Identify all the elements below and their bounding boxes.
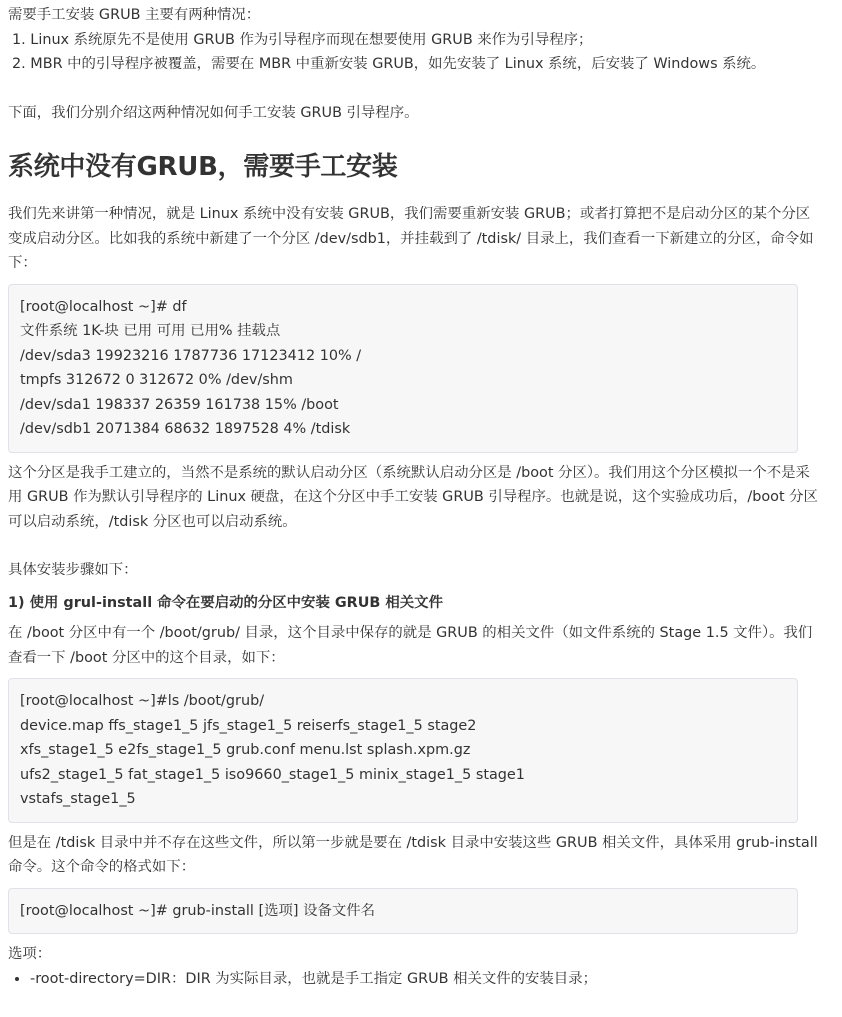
list-item: • -root-directory=DIR：DIR 为实际目录，也就是手工指定 GRUB 相关文件的安装目录；: [30, 967, 822, 992]
list-item: 2. MBR 中的引导程序被覆盖，需要在 MBR 中重新安装 GRUB，如先安装了 Linux 系统，后安装了 Windows 系统。: [12, 56, 766, 72]
steps-intro: 具体安装步骤如下：: [8, 562, 138, 578]
article: [8, 0, 822, 991]
options-label: 选项：: [8, 946, 52, 962]
code-line: [root@localhost ~]# grub-install [选项] 设备文件名: [20, 902, 376, 919]
step-heading: 1) 使用 grul-install 命令在要启动的分区中安装 GRUB 相关文件: [8, 594, 443, 611]
code-line: 文件系统 1K-块 已用 可用 已用% 挂载点: [20, 323, 281, 339]
code-line: [root@localhost ~]#ls /boot/grub/: [20, 693, 265, 709]
intro-list: [8, 28, 822, 77]
code-line: vstafs_stage1_5: [20, 791, 136, 807]
options-list: [8, 967, 822, 992]
code-line: device.map ffs_stage1_5 jfs_stage1_5 reiserfs_stage1_5 stage2: [20, 717, 477, 734]
code-line: /dev/sda3 19923216 1787736 17123412 10% /: [20, 347, 362, 364]
spacer: [8, 77, 822, 101]
list-item: 1. Linux 系统原先不是使用 GRUB 作为引导程序而现在想要使用 GRUB 来作为引导程序；: [12, 31, 593, 48]
paragraph: 这个分区是我手工建立的，当然不是系统的默认启动分区（系统默认启动分区是 /boot 分区）。我们用这个分区模拟一个不是采用 GRUB 作为默认引导程序的 Linux 硬盘，在这个分区中手工安装 GRUB 引导程序。也就是说，这个实验成功后，/boot 分区可以启动系统，/tdisk 分区也可以启动系统。: [8, 464, 818, 530]
section-heading: 系统中没有GRUB，需要手工安装: [8, 152, 398, 182]
code-line: /dev/sda1 198337 26359 161738 15% /boot: [20, 396, 339, 413]
code-line: ufs2_stage1_5 fat_stage1_5 iso9660_stage1_5 minix_stage1_5 stage1: [20, 766, 525, 783]
paragraph: 我们先来讲第一种情况，就是 Linux 系统中没有安装 GRUB，我们需要重新安装 GRUB；或者打算把不是启动分区的某个分区变成启动分区。比如我的系统中新建了一个分区 /dev/sdb1，并挂载到了 /tdisk/ 目录上，我们查看一下新建立的分区，命令如下：: [8, 206, 814, 271]
code-line: /dev/sdb1 2071384 68632 1897528 4% /tdisk: [20, 421, 351, 437]
code-block-ls: [8, 678, 798, 823]
code-block-df: [8, 284, 798, 453]
intro-closing: 下面，我们分别介绍这两种情况如何手工安装 GRUB 引导程序。: [8, 104, 419, 121]
code-line: tmpfs 312672 0 312672 0% /dev/shm: [20, 372, 293, 388]
spacer: [8, 534, 822, 558]
intro-title: 需要手工安装 GRUB 主要有两种情况：: [8, 7, 261, 23]
code-block-grub-install: [8, 888, 798, 935]
code-line: [root@localhost ~]# df: [20, 298, 187, 315]
paragraph: 在 /boot 分区中有一个 /boot/grub/ 目录，这个目录中保存的就是 GRUB 的相关文件（如文件系统的 Stage 1.5 文件）。我们查看一下 /boot 分区中的这个目录，如下：: [8, 625, 813, 666]
code-line: xfs_stage1_5 e2fs_stage1_5 grub.conf menu.lst splash.xpm.gz: [20, 742, 471, 758]
paragraph: 但是在 /tdisk 目录中并不存在这些文件，所以第一步就是要在 /tdisk 目录中安装这些 GRUB 相关文件，具体采用 grub-install 命令。这个命令的格式如下：: [8, 834, 818, 875]
